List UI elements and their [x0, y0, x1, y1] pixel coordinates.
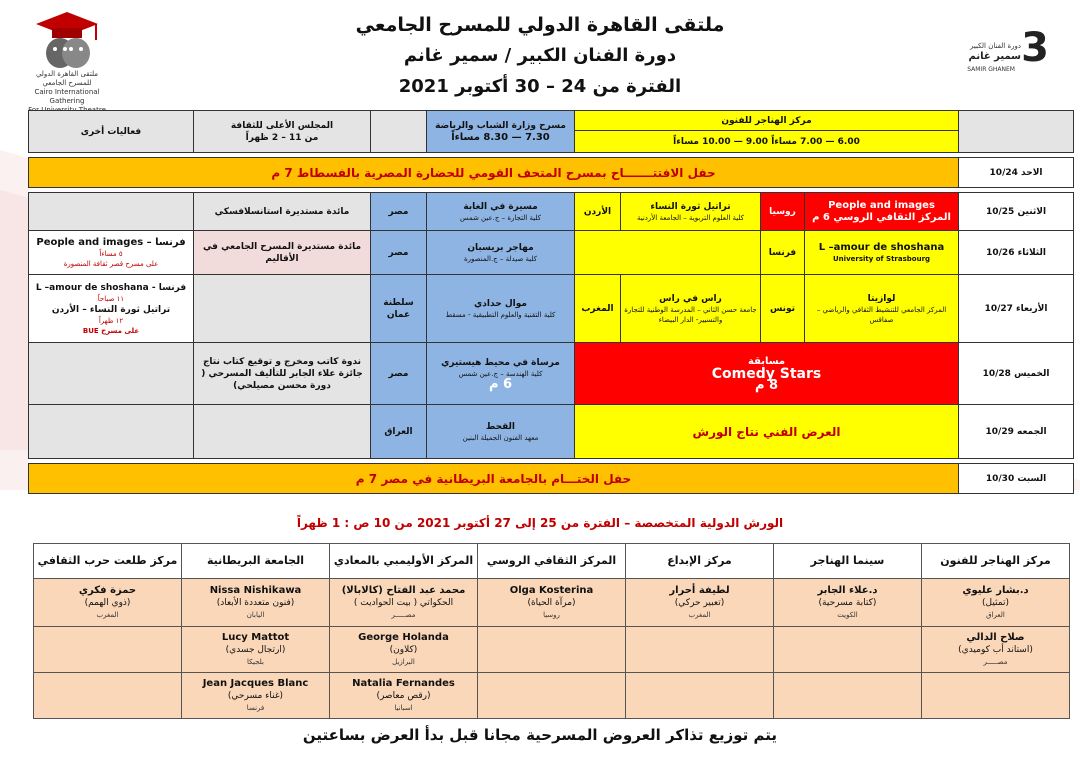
logo-left-line: Cairo International Gathering: [34, 88, 100, 105]
workshop-name: Lucy Mattot: [221, 631, 290, 643]
hanager-show-25a: [805, 193, 959, 231]
youth-show-29: [427, 405, 575, 459]
workshops-title: الورش الدولية المتخصصة – الفترة من 25 إلى 27 أكتوبر 2021 من 10 ص : 1 ظهراً: [296, 516, 784, 530]
workshop-venue-header: مركز الهناجر للفنون: [922, 544, 1070, 579]
corner-cell: [959, 111, 1074, 153]
workshop-cell: [330, 579, 478, 627]
logo-left-line: للمسرح الجامعي: [42, 79, 92, 87]
other-time: ٥ مساءاً: [99, 249, 123, 258]
day-29: الجمعه 10/29: [959, 405, 1074, 459]
show-sub: كلية التجارة – ج.عين شمس: [459, 213, 541, 222]
workshop-name: Jean Jacques Blanc: [202, 677, 309, 689]
day-24: الاحد 10/24: [959, 158, 1074, 188]
workshop-cell: [34, 673, 182, 719]
hanager-country-27a: تونس: [761, 275, 805, 343]
hanager-show-25b: [621, 193, 761, 231]
show-sub: كلية صيدلة – ج.المنصورة: [463, 254, 538, 263]
show-title: لوازيتا: [867, 293, 896, 304]
venue-council-name: المجلس الأعلى للثقافة: [230, 120, 334, 131]
competition-time: 8 م: [754, 377, 779, 393]
workshop-country: بلجيكا: [247, 657, 264, 666]
show-sub: المركز الثقافي الروسي 6 م: [812, 211, 951, 223]
youth-country-27: سلطنة عمان: [371, 275, 427, 343]
workshop-cell: [922, 627, 1070, 673]
workshop-country: فرنسا: [246, 703, 265, 712]
workshop-name: George Holanda: [358, 631, 449, 643]
youth-country-26: مصر: [371, 231, 427, 275]
workshop-cell: [774, 673, 922, 719]
workshop-sub: (كتابة مسرحية): [818, 597, 877, 608]
workshop-name: لطيفة أحرار: [669, 584, 730, 596]
hanager-country-25a: روسيا: [761, 193, 805, 231]
workshop-cell: [626, 673, 774, 719]
other-25: [29, 193, 194, 231]
youth-country-28: مصر: [371, 343, 427, 405]
ticket-note: يتم توزيع تذاكر العروض المسرحية مجانا قبل بدأ العرض بساعتين: [302, 726, 778, 744]
spacer-cell: [371, 111, 427, 153]
youth-show-25: [427, 193, 575, 231]
show-time: 6 م: [488, 376, 513, 392]
day-25: الاثنين 10/25: [959, 193, 1074, 231]
other-28: [29, 343, 194, 405]
show-title: راس في راس: [659, 293, 722, 304]
workshop-name: Olga Kosterina: [509, 584, 594, 596]
youth-show-27: [427, 275, 575, 343]
other-line: تراتيل ثورة النساء – الأردن: [51, 304, 171, 315]
workshop-country: روسيا: [543, 610, 560, 619]
venue-other: فعاليات أخرى: [29, 111, 194, 153]
workshop-name: د.علاء الجابر: [817, 584, 878, 596]
workshop-venue-header: المركز الثقافي الروسي: [478, 544, 626, 579]
day-30: السبت 10/30: [959, 464, 1074, 494]
workshop-venue-header: سينما الهناجر: [774, 544, 922, 579]
hanager-country-25b: الأردن: [575, 193, 621, 231]
table-row: [34, 579, 1070, 627]
venue-council: [194, 111, 371, 153]
workshop-cell: [478, 579, 626, 627]
hanager-show-27b: [621, 275, 761, 343]
workshop-country: مصـــــر: [983, 657, 1008, 666]
show-title: مرساة في محيط هيستيري: [441, 357, 560, 368]
day-28: الخميس 10/28: [959, 343, 1074, 405]
workshop-name: Natalia Fernandes: [352, 677, 455, 689]
other-place: على مسرح قصر ثقافة المنصورة: [63, 259, 159, 268]
workshop-country: العراق: [986, 610, 1005, 619]
logo-left-line: ملتقى القاهرة الدولي: [35, 70, 99, 78]
workshop-cell: [478, 627, 626, 673]
workshop-country: اليابان: [246, 610, 265, 619]
workshop-sub: (رقص معاصر): [376, 690, 431, 701]
show-title: People and images: [828, 199, 935, 211]
workshop-name: صلاح الدالي: [966, 631, 1025, 643]
workshop-name: حمزة فكري: [78, 584, 137, 596]
other-29: [29, 405, 194, 459]
table-row: [34, 627, 1070, 673]
page-header: [0, 0, 1080, 112]
workshop-cell: [922, 579, 1070, 627]
workshop-sub: (فنون متعددة الأبعاد): [216, 597, 295, 608]
workshop-sub: (ارتجال جسدي): [225, 644, 286, 655]
hanager-empty-26: [575, 231, 761, 275]
edition-logo-top: دورة الفنان الكبير: [969, 42, 1021, 50]
day-26: الثلاثاء 10/26: [959, 231, 1074, 275]
workshop-cell: [182, 579, 330, 627]
venue-council-times: من 11 – 2 ظهراً: [245, 132, 319, 143]
opening-ceremony: حفل الافتتـــــــاح بمسرح المتحف القومي للحضارة المصرية بالفسطاط 7 م: [29, 158, 959, 188]
workshop-cell: [774, 579, 922, 627]
council-25: مائدة مستديرة استانسلافسكي: [194, 193, 371, 231]
theatre-masks-icon: [40, 36, 96, 70]
workshop-name: د.بشار عليوي: [962, 584, 1029, 596]
council-27: [194, 275, 371, 343]
workshop-cell: [182, 627, 330, 673]
youth-country-29: العراق: [371, 405, 427, 459]
venue-youth-times: 7.30 — 8.30 مساءاً: [451, 131, 550, 143]
show-sub: معهد الفنون الجميلة البنين: [462, 433, 539, 442]
workshop-sub: (غناء مسرحي): [227, 690, 284, 701]
competition-title: Comedy Stars: [711, 365, 822, 382]
edition-logo-latin: SAMIR GHANEM: [967, 66, 1015, 73]
comedy-stars-competition: [575, 343, 959, 405]
workshop-sub: (تعبير حركي): [674, 597, 725, 608]
show-title: L –amour de shoshana: [818, 241, 945, 253]
workshop-cell: [774, 627, 922, 673]
workshop-sub: (تمثيل): [982, 597, 1009, 608]
table-row: [34, 673, 1070, 719]
council-29: [194, 405, 371, 459]
edition-logo: [955, 25, 1055, 88]
schedule-table: [28, 110, 1074, 494]
header-period: الفترة من 24 – 30 أكتوبر 2021: [398, 76, 682, 97]
workshop-country: مصـــــر: [391, 610, 416, 619]
edition-logo-name: سمير غانم: [968, 51, 1021, 62]
workshop-sub: (ذوي الهمم): [84, 597, 131, 608]
workshop-cell: [478, 673, 626, 719]
other-line: على مسرح BUE: [82, 326, 140, 335]
hanager-country-27b: المغرب: [575, 275, 621, 343]
venue-hanager-times: 6.00 — 7.00 مساءاً 9.00 — 10.00 مساءاً: [575, 131, 959, 153]
workshop-sub: (مرآة الحياة): [527, 597, 576, 608]
other-title: People and images – فرنسا: [36, 236, 186, 248]
hanager-country-26: فرنسا: [761, 231, 805, 275]
workshop-cell: [182, 673, 330, 719]
hanager-show-27a: [805, 275, 959, 343]
show-sub: جامعة حسن الثاني – المدرسة الوطنية للتجارة والتسيير- الدار البيضاء: [624, 305, 757, 324]
workshop-country: المغرب: [688, 610, 711, 619]
show-title: تراتيل ثورة النساء: [650, 201, 731, 212]
workshop-cell: [922, 673, 1070, 719]
other-27: [29, 275, 194, 343]
workshop-name: Nissa Nishikawa: [209, 584, 302, 596]
workshop-cell: [626, 579, 774, 627]
venue-youth: [427, 111, 575, 153]
show-sub: كلية التقنية والعلوم التطبيقية - مسقط: [445, 310, 556, 319]
workshop-cell: [330, 673, 478, 719]
workshop-cell: [626, 627, 774, 673]
venue-youth-name: مسرح وزارة الشباب والرياضة: [435, 120, 566, 131]
youth-country-25: مصر: [371, 193, 427, 231]
council-26: مائدة مستديرة المسرح الجامعي في الأقاليم: [194, 231, 371, 275]
closing-ceremony: حفل الختـــام بالجامعة البريطانية في مصر 7 م: [29, 464, 959, 494]
youth-show-28: [427, 343, 575, 405]
youth-show-26: [427, 231, 575, 275]
show-title: القحط: [485, 421, 516, 432]
show-sub: كلية الهندسة – ج.عين شمس: [458, 369, 543, 378]
other-line: L –amour de shoshana - فرنسا: [35, 282, 187, 293]
workshops-showcase: العرض الفني نتاج الورش: [575, 405, 959, 459]
workshop-cell: [34, 579, 182, 627]
header-title: ملتقى القاهرة الدولي للمسرح الجامعي: [355, 14, 725, 36]
show-title: مسيرة في الغابة: [463, 201, 538, 212]
workshop-sub: (كلاون): [389, 644, 418, 655]
show-sub: كلية العلوم التربوية – الجامعة الأردنية: [636, 213, 745, 222]
workshop-country: المغرب: [96, 610, 119, 619]
workshop-cell: [34, 627, 182, 673]
header-edition: دورة الفنان الكبير / سمير غانم: [403, 45, 677, 66]
other-line: ١٢ ظهراً: [98, 316, 124, 325]
hanager-show-26: [805, 231, 959, 275]
show-sub: University of Strasbourg: [833, 254, 931, 263]
day-27: الأربعاء 10/27: [959, 275, 1074, 343]
gathering-logo: [22, 10, 112, 105]
show-title: مهاجر بريسبان: [467, 242, 534, 253]
edition-number: 3: [1021, 25, 1049, 71]
other-line: ١١ صباحاً: [97, 294, 125, 303]
workshop-sub: الحكواتي ( بيت الحواديت ): [353, 597, 454, 608]
workshop-country: الكويت: [837, 610, 858, 619]
competition-label: مسابقة: [747, 355, 786, 367]
workshop-venue-header: مركز طلعت حرب الثقافي: [34, 544, 182, 579]
show-sub: المركز الجامعي للتنشيط الثقافي والرياضي – صفاقس: [816, 305, 947, 324]
workshop-country: البرازيل: [392, 657, 415, 666]
council-28: ندوة كاتب ومخرج و توقيع كتاب نتاج جائزة علاء الجابر للتأليف المسرحي ( دورة محسن مصيلحي): [194, 343, 371, 405]
workshop-venue-header: مركز الإبداع: [626, 544, 774, 579]
workshop-venue-header: الجامعة البريطانية: [182, 544, 330, 579]
workshop-country: اسبانيا: [394, 703, 413, 712]
workshops-table: [33, 543, 1070, 719]
workshop-name: محمد عبد الفتاح (كالابالا): [341, 584, 466, 596]
workshop-sub: (استاند أب كوميدي): [958, 644, 1033, 655]
other-26: [29, 231, 194, 275]
show-title: موال حدادي: [474, 298, 527, 309]
workshop-venue-header: المركز الأوليمبي بالمعادي: [330, 544, 478, 579]
venue-hanager: مركز الهناجر للفنون: [575, 111, 959, 131]
workshop-cell: [330, 627, 478, 673]
